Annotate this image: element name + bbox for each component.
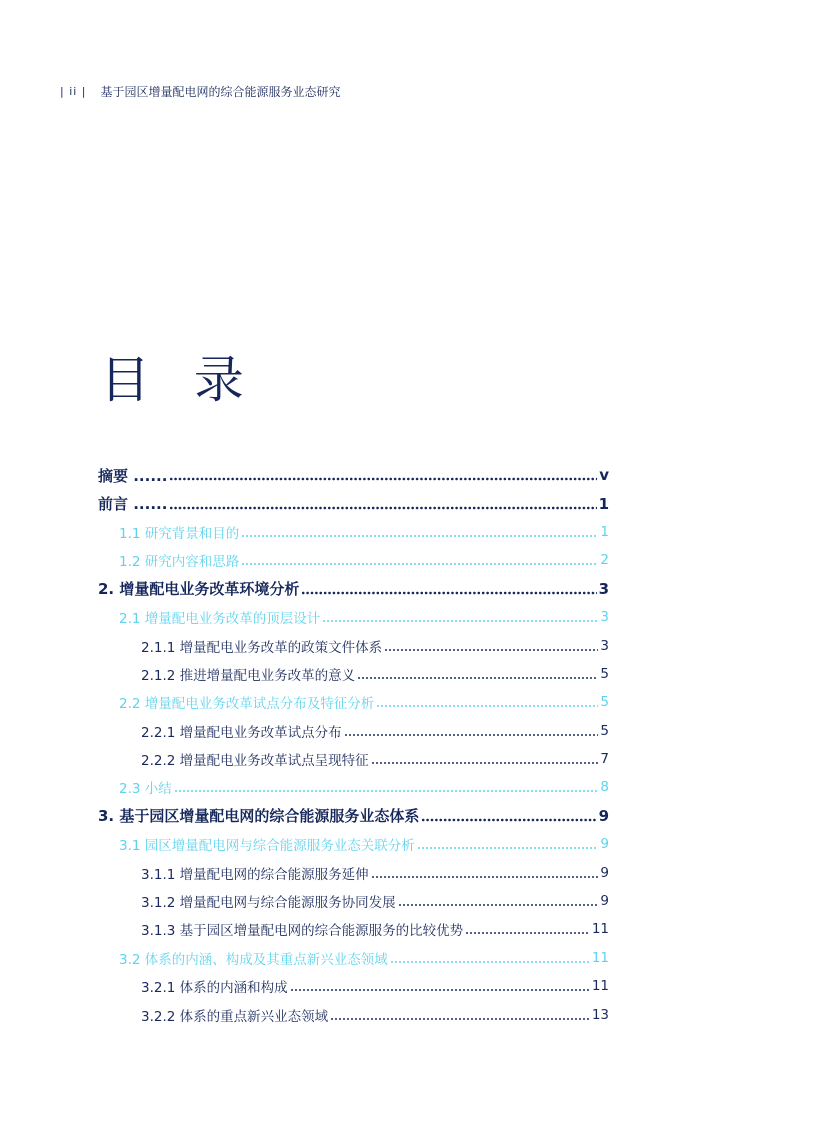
- dot-leader: [465, 925, 590, 939]
- toc-entry-label: 2. 增量配电业务改革环境分析: [98, 580, 300, 599]
- dot-leader: [384, 642, 598, 656]
- toc-entry-label: 3. 基于园区增量配电网的综合能源服务业态体系: [98, 807, 420, 826]
- toc-entry-label: 摘要 ......: [98, 466, 168, 485]
- dot-leader: [241, 528, 598, 542]
- toc-entry-page-number: 3: [600, 637, 609, 654]
- toc-entry[interactable]: [0, 944, 827, 972]
- toc-entry-label: 2.2.2 增量配电业务改革试点呈现特征: [141, 753, 369, 770]
- dot-leader: [330, 1011, 590, 1025]
- toc-entry[interactable]: [0, 887, 827, 915]
- toc-entry-label: 3.2 体系的内涵、构成及其重点新兴业态领域: [119, 951, 388, 968]
- toc-entry[interactable]: [0, 603, 827, 631]
- toc-entry-page-number: 9: [600, 836, 609, 853]
- dot-leader: [398, 897, 599, 911]
- toc-entry[interactable]: [0, 660, 827, 688]
- toc-entry-label: 前言 ......: [98, 495, 168, 514]
- dot-leader: [344, 727, 599, 741]
- toc-entry-label: 3.2.1 体系的内涵和构成: [141, 980, 288, 997]
- toc-entry-label: 1.2 研究内容和思路: [119, 554, 240, 571]
- toc-entry-page-number: 9: [600, 864, 609, 881]
- toc-entry-label: 3.2.2 体系的重点新兴业态领域: [141, 1008, 329, 1025]
- toc-entry-label: 2.1.1 增量配电业务改革的政策文件体系: [141, 639, 383, 656]
- toc-entry-label: 2.1 增量配电业务改革的顶层设计: [119, 611, 321, 628]
- toc-entry[interactable]: [0, 773, 827, 801]
- toc-entry[interactable]: [0, 518, 827, 546]
- toc-heading: 目 录: [100, 351, 258, 409]
- toc-entry-label: 3.1.3 基于园区增量配电网的综合能源服务的比较优势: [141, 923, 464, 940]
- toc-entry-label: 2.2 增量配电业务改革试点分布及特征分析: [119, 696, 375, 713]
- toc-entry[interactable]: [0, 717, 827, 745]
- toc-entry-page-number: 5: [600, 722, 609, 739]
- page-number-mark: | ii |: [60, 84, 87, 98]
- toc-entry-label: 1.1 研究背景和目的: [119, 525, 240, 542]
- toc-entry-page-number: 11: [591, 921, 609, 938]
- toc-entry-page-number: 1: [598, 494, 609, 513]
- toc-entry-label: 3.1 园区增量配电网与综合能源服务业态关联分析: [119, 838, 415, 855]
- dot-leader: [169, 471, 597, 485]
- toc-entry-page-number: 2: [600, 552, 609, 569]
- toc-entry[interactable]: [0, 461, 827, 489]
- toc-entry[interactable]: [0, 972, 827, 1000]
- dot-leader: [417, 840, 599, 854]
- toc-entry-page-number: 5: [600, 665, 609, 682]
- dot-leader: [371, 869, 599, 883]
- toc-entry[interactable]: [0, 830, 827, 858]
- toc-entry-page-number: 11: [591, 978, 609, 995]
- toc-entry-label: 3.1.2 增量配电网与综合能源服务协同发展: [141, 895, 396, 912]
- toc-entry-page-number: 3: [600, 609, 609, 626]
- dot-leader: [421, 812, 596, 826]
- dot-leader: [371, 755, 599, 769]
- toc-entry-page-number: 3: [598, 579, 609, 598]
- dot-leader: [390, 954, 590, 968]
- toc-entry[interactable]: [0, 688, 827, 716]
- toc-entry[interactable]: [0, 915, 827, 943]
- running-header-title: 基于园区增量配电网的综合能源服务业态研究: [100, 84, 341, 99]
- toc-entry-page-number: v: [599, 466, 609, 485]
- dot-leader: [290, 982, 590, 996]
- dot-leader: [174, 783, 599, 797]
- toc-entry-page-number: 13: [591, 1006, 609, 1023]
- dot-leader: [376, 698, 598, 712]
- dot-leader: [169, 500, 596, 514]
- toc-entry[interactable]: [0, 858, 827, 886]
- toc-entry[interactable]: [0, 745, 827, 773]
- running-header: [60, 83, 341, 99]
- toc-entry-page-number: 8: [600, 779, 609, 796]
- toc-entry-page-number: 9: [598, 806, 609, 825]
- toc-entry[interactable]: [0, 575, 827, 603]
- toc-entry[interactable]: [0, 802, 827, 830]
- toc-entry[interactable]: [0, 631, 827, 659]
- toc-entry-label: 2.3 小结: [119, 781, 172, 798]
- table-of-contents: [0, 461, 827, 1029]
- toc-entry-label: 3.1.1 增量配电网的综合能源服务延伸: [141, 866, 369, 883]
- dot-leader: [301, 585, 596, 599]
- toc-entry-label: 2.2.1 增量配电业务改革试点分布: [141, 724, 342, 741]
- toc-entry-page-number: 5: [600, 694, 609, 711]
- dot-leader: [322, 613, 598, 627]
- toc-entry-label: 2.1.2 推进增量配电业务改革的意义: [141, 667, 356, 684]
- toc-entry-page-number: 1: [600, 523, 609, 540]
- toc-entry[interactable]: [0, 546, 827, 574]
- dot-leader: [357, 670, 598, 684]
- dot-leader: [241, 556, 598, 570]
- toc-entry-page-number: 11: [591, 949, 609, 966]
- toc-entry[interactable]: [0, 1000, 827, 1028]
- toc-entry[interactable]: [0, 489, 827, 517]
- toc-entry-page-number: 9: [600, 893, 609, 910]
- toc-entry-page-number: 7: [600, 751, 609, 768]
